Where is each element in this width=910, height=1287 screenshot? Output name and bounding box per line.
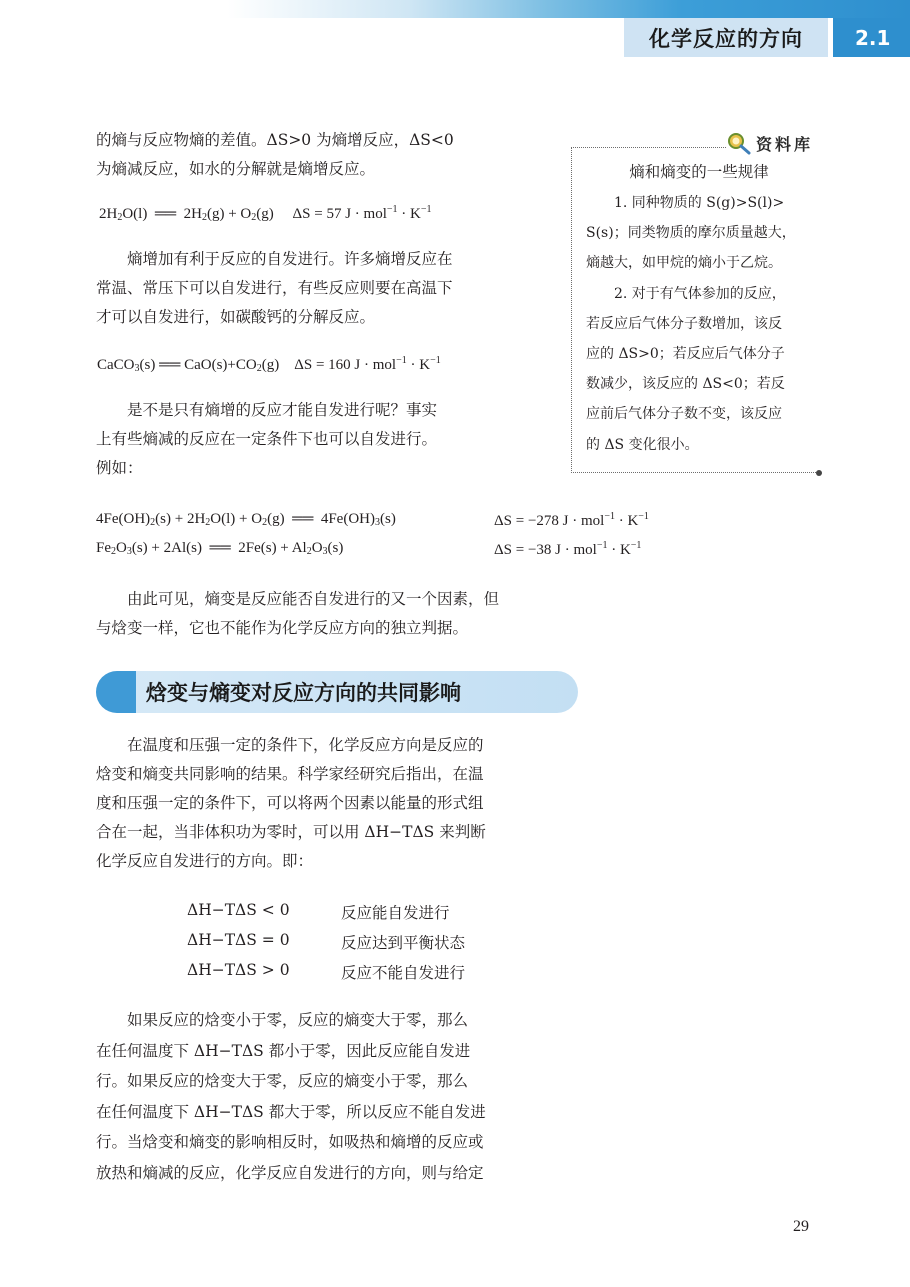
sidebar-line: 数减少，该反应的 ΔS<0；若反 xyxy=(586,376,785,393)
condition-result: 反应达到平衡状态 xyxy=(341,934,466,952)
text-line: 如果反应的焓变小于零，反应的熵变大于零，那么 xyxy=(127,1011,469,1029)
paragraph-gibbs-intro xyxy=(96,731,596,876)
condition-expr: ΔH−TΔS > 0 xyxy=(187,961,290,979)
sidebar-line: 的 ΔS 变化很小。 xyxy=(586,436,699,453)
equation-water-decomposition: $2H_2O(l)$ ══ $2H_2(g) + O_2(g)$ ΔS = 57 $J \cdot mol^{-1} \cdot K^{-1}$ xyxy=(99,204,432,223)
magnifier-icon xyxy=(726,131,752,155)
text-line: 与焓变一样，它也不能作为化学反应方向的独立判据。 xyxy=(96,619,469,637)
page-number: 29 xyxy=(793,1218,809,1235)
text-line: 是不是只有熵增的反应才能自发进行呢？事实 xyxy=(127,401,438,419)
text-line: 在任何温度下 ΔH−TΔS 都小于零，因此反应能自发进 xyxy=(96,1041,471,1060)
sidebar-title: 熵和熵变的一些规律 xyxy=(629,163,769,181)
paragraph-entropy-increase xyxy=(96,245,546,332)
sidebar-line: 1. 同种物质的 S(g)>S(l)> xyxy=(614,195,785,211)
text-line: 在任何温度下 ΔH−TΔS 都大于零，所以反应不能自发进 xyxy=(96,1102,486,1121)
text-line: 为熵减反应，如水的分解就是熵增反应。 xyxy=(96,160,376,178)
equation-iron-hydroxide: $4Fe(OH)_2(s) + 2H_2O(l) + O_2(g)$ ══ $4Fe(OH)_3(s)$ xyxy=(96,511,396,528)
paragraph-entropy-decrease xyxy=(96,396,556,483)
paragraph-conclusion xyxy=(96,585,586,643)
text-line: 熵增加有利于反应的自发进行。许多熵增反应在 xyxy=(127,250,453,268)
sidebar-label-text: 资料库 xyxy=(756,134,814,154)
sidebar-line: 应的 ΔS>0；若反应后气体分子 xyxy=(586,346,785,363)
text-line: 的熵与反应物熵的差值。ΔS>0 为熵增反应，ΔS<0 xyxy=(96,131,454,149)
sidebar-line: 2. 对于有气体参加的反应， xyxy=(614,285,786,302)
equation-thermite: $Fe_2O_3(s) + 2Al(s)$ ══ $2Fe(s) + Al_2O_3(s)$ xyxy=(96,540,344,557)
text-line: 例如： xyxy=(96,459,143,477)
sidebar-label xyxy=(726,131,826,155)
text-line: 由此可见，熵变是反应能否自发进行的又一个因素，但 xyxy=(127,590,500,608)
sidebar-body xyxy=(586,188,816,460)
text-line: 放热和熵减的反应，化学反应自发进行的方向，则与给定 xyxy=(96,1163,484,1182)
text-line: 在温度和压强一定的条件下，化学反应方向是反应的 xyxy=(127,736,484,754)
text-line: 焓变和熵变共同影响的结果。科学家经研究后指出，在温 xyxy=(96,765,484,783)
equation-thermite-delta: ΔS = −38 $J \cdot mol^{-1} \cdot K^{-1}$ xyxy=(494,540,642,558)
text-line: 才可以自发进行，如碳酸钙的分解反应。 xyxy=(96,308,376,326)
text-line: 合在一起，当非体积功为零时，可以用 ΔH−TΔS 来判断 xyxy=(96,823,486,841)
text-line: 行。当焓变和熵变的影响相反时，如吸热和熵增的反应或 xyxy=(96,1133,484,1151)
section-number: 2.1 xyxy=(833,18,910,57)
sidebar-line: 应前后气体分子数不变，该反应 xyxy=(586,406,782,423)
text-line: 上有些熵减的反应在一定条件下也可以自发进行。 xyxy=(96,430,438,448)
text-line: 化学反应自发进行的方向。即： xyxy=(96,852,314,870)
text-line: 常温、常压下可以自发进行，有些反应则要在高温下 xyxy=(96,279,453,297)
paragraph-analysis xyxy=(96,1005,596,1188)
sidebar-line: 熵越大，如甲烷的熵小于乙烷。 xyxy=(586,255,782,272)
equation-calcium-carbonate: CaCO$_3$(s) ══ $CaO(s)+CO_2(g)$ ΔS = 160 $J \cdot mol^{-1} \cdot K^{-1}$ xyxy=(97,355,441,374)
equation-iron-hydroxide-delta: ΔS = −278 $J \cdot mol^{-1} \cdot K^{-1}$ xyxy=(494,511,649,529)
sidebar-line: 若反应后气体分子数增加，该反 xyxy=(586,315,782,332)
section-heading: 焓变与熵变对反应方向的共同影响 xyxy=(146,681,461,705)
sidebar-line: S(s)；同类物质的摩尔质量越大， xyxy=(586,225,796,242)
condition-result: 反应能自发进行 xyxy=(341,904,450,922)
text-line: 行。如果反应的焓变大于零，反应的熵变小于零，那么 xyxy=(96,1072,469,1090)
chapter-title: 化学反应的方向 xyxy=(624,18,828,57)
condition-expr: ΔH−TΔS = 0 xyxy=(187,931,290,949)
text-line: 度和压强一定的条件下，可以将两个因素以能量的形式组 xyxy=(96,794,484,812)
condition-result: 反应不能自发进行 xyxy=(341,964,466,982)
header-gradient-bar xyxy=(0,0,910,18)
paragraph-top xyxy=(96,126,546,184)
condition-expr: ΔH−TΔS < 0 xyxy=(187,901,290,919)
sidebar-corner-dot xyxy=(816,470,822,476)
